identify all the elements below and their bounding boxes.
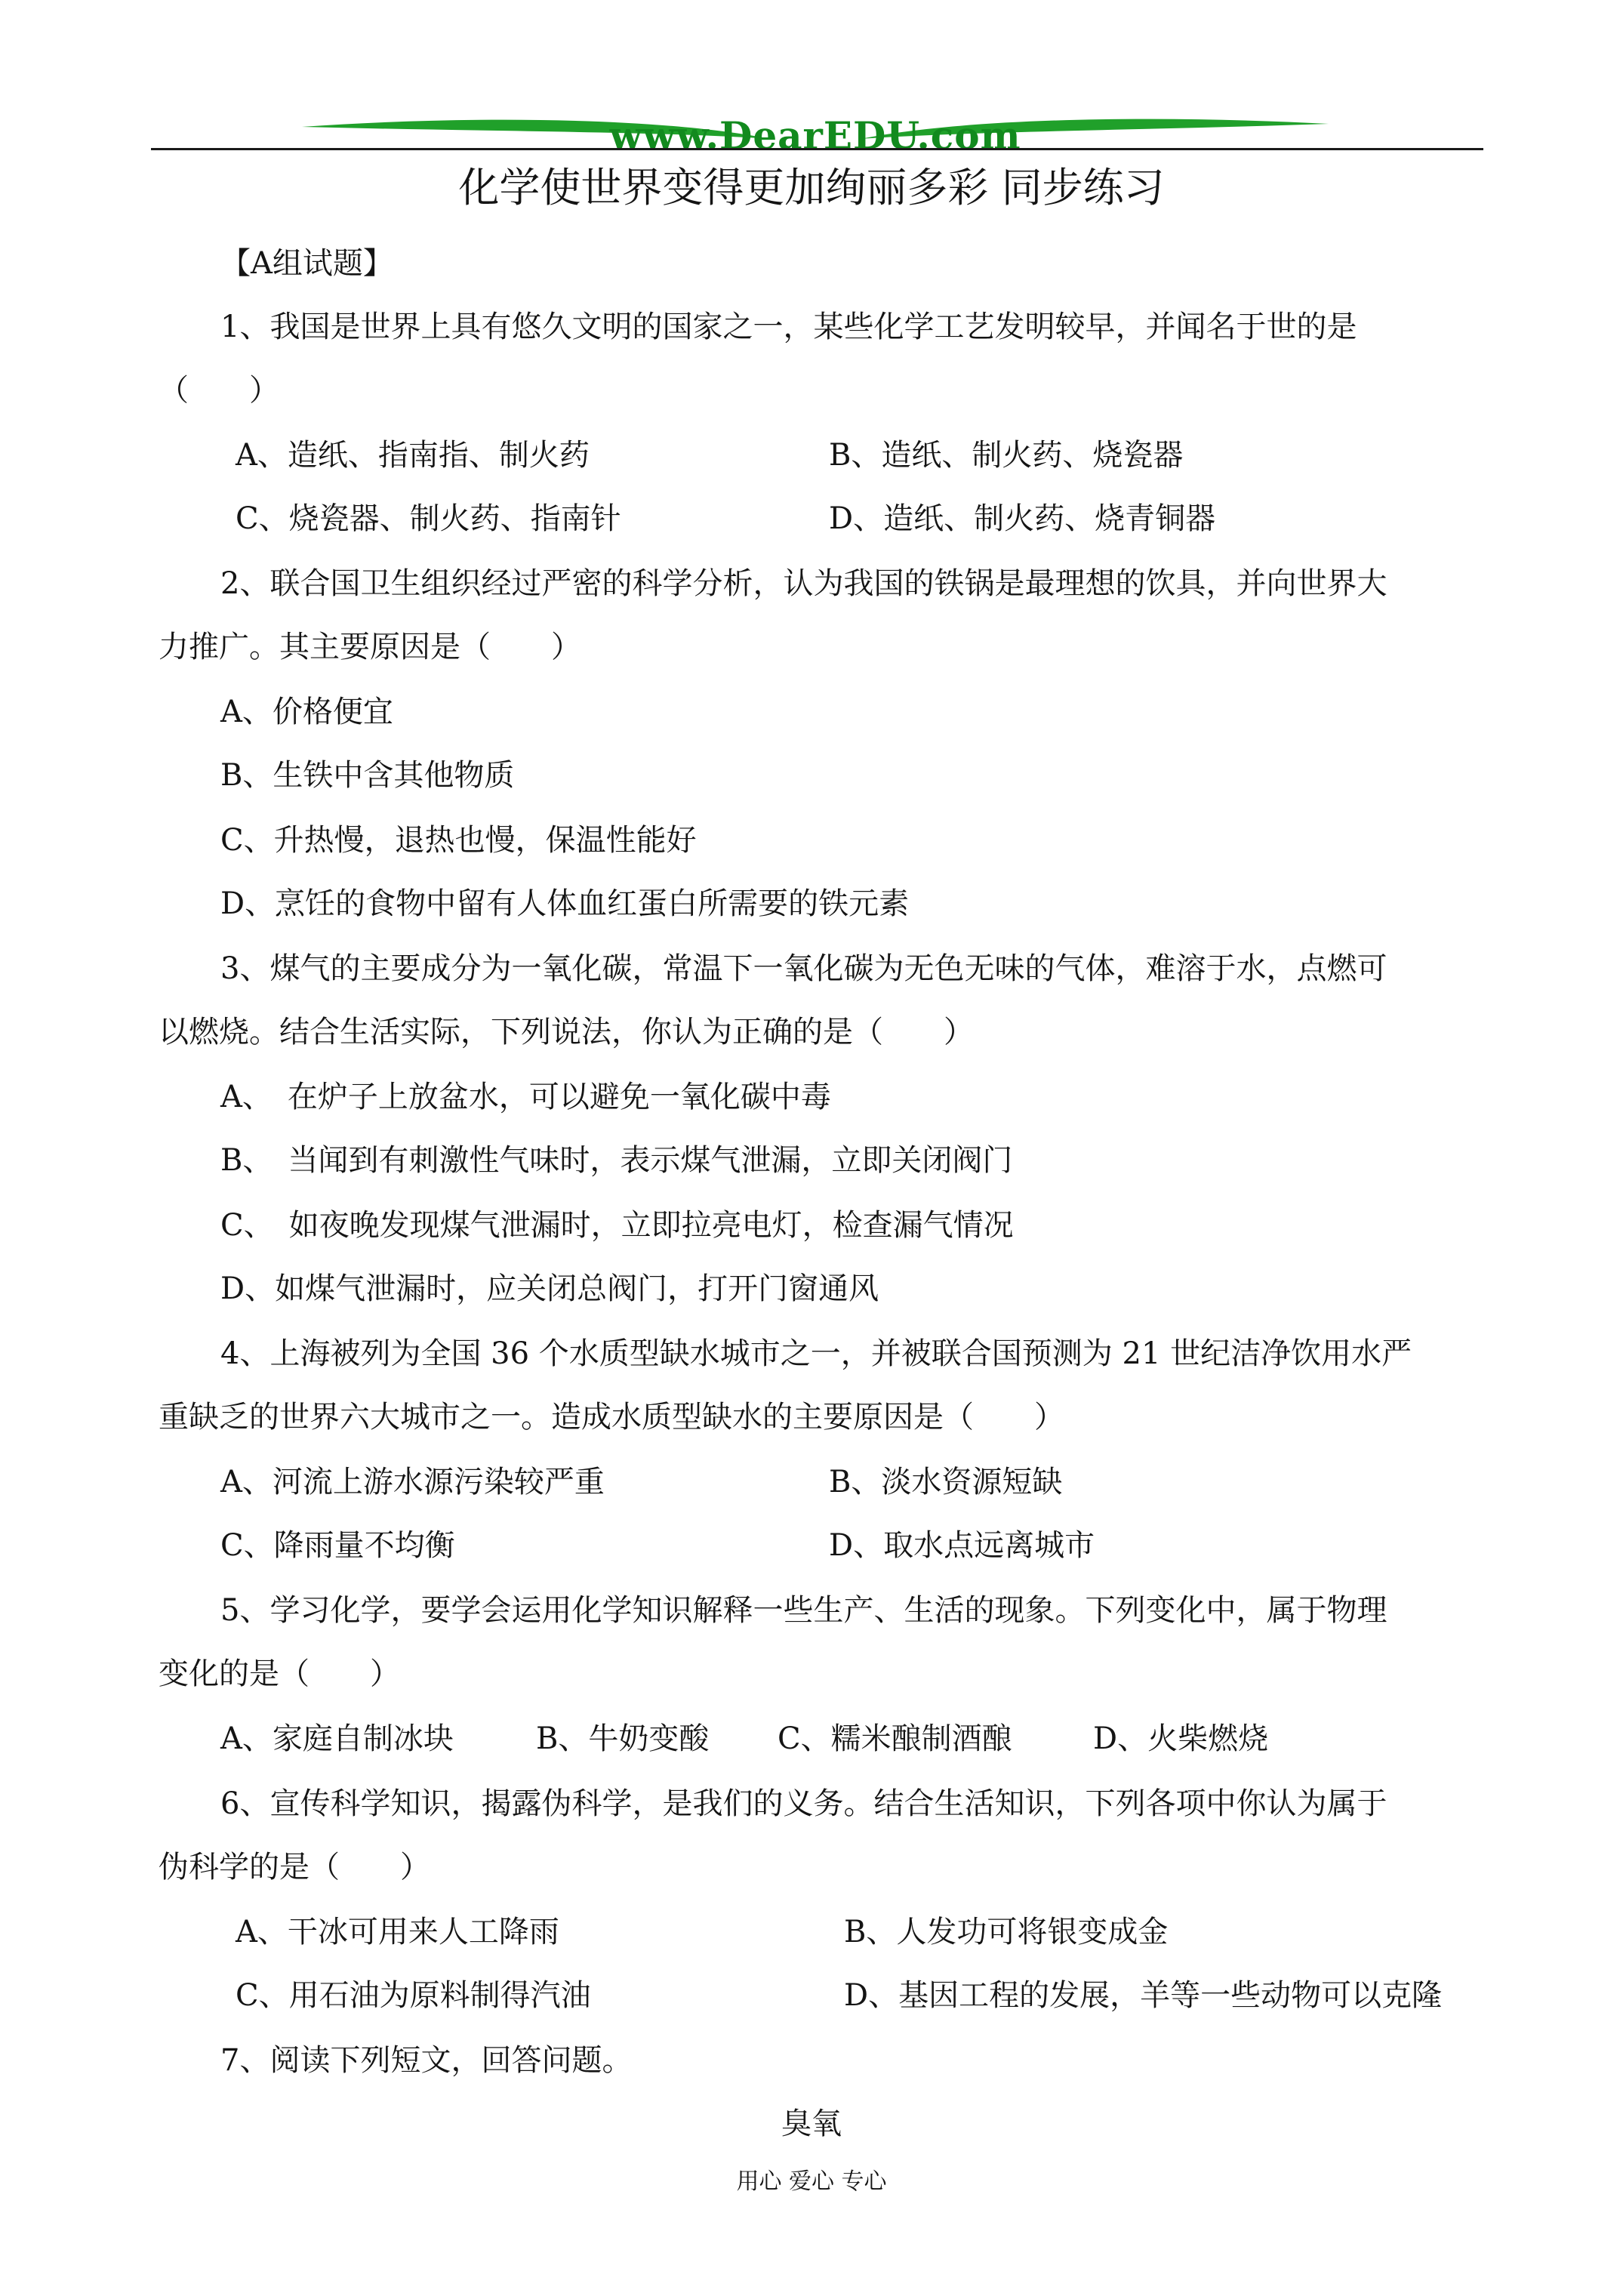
question-1-text-cont: （ ） (159, 373, 279, 408)
question-1-option-c: C、烧瓷器、制火药、指南针 (236, 501, 621, 536)
question-4-option-a: A、河流上游水源污染较严重 (220, 1465, 605, 1499)
question-3-option-b: B、 当闻到有刺激性气味时，表示煤气泄漏，立即关闭阀门 (220, 1143, 1013, 1178)
question-6-option-c: C、用石油为原料制得汽油 (236, 1978, 591, 2013)
question-1-option-d: D、造纸、制火药、烧青铜器 (829, 501, 1216, 536)
question-2-option-a: A、价格便宜 (220, 695, 393, 729)
question-6-option-d: D、基因工程的发展，羊等一些动物可以克隆 (844, 1978, 1443, 2013)
question-1-option-a: A、造纸、指南指、制火药 (236, 438, 590, 473)
question-2-option-d: D、烹饪的食物中留有人体血红蛋白所需要的铁元素 (220, 886, 910, 921)
question-2-option-b: B、生铁中含其他物质 (220, 758, 515, 793)
page-title: 化学使世界变得更加绚丽多彩 同步练习 (458, 164, 1165, 211)
question-3-option-a: A、 在炉子上放盆水，可以避免一氧化碳中毒 (220, 1080, 831, 1114)
header-banner (287, 106, 1344, 166)
question-3-text-cont: 以燃烧。结合生活实际，下列说法，你认为正确的是（ ） (159, 1015, 974, 1049)
question-5-option-c: C、糯米酿制酒酿 (778, 1721, 1012, 1756)
question-1-option-b: B、造纸、制火药、烧瓷器 (829, 438, 1184, 473)
question-6-option-a: A、干冰可用来人工降雨 (236, 1915, 559, 1949)
banner-logo-text: www.DearEDU.com (609, 113, 1021, 158)
question-1-text: 1、我国是世界上具有悠久文明的国家之一，某些化学工艺发明较早，并闻名于世的是 (220, 310, 1357, 344)
question-4-option-b: B、淡水资源短缺 (829, 1465, 1063, 1499)
question-4-option-c: C、降雨量不均衡 (220, 1528, 455, 1563)
question-5-option-b: B、牛奶变酸 (536, 1721, 710, 1756)
question-4-option-d: D、取水点远离城市 (829, 1528, 1095, 1563)
question-2-text-cont: 力推广。其主要原因是（ ） (159, 630, 581, 664)
question-3-option-d: D、如煤气泄漏时，应关闭总阀门，打开门窗通风 (220, 1271, 879, 1306)
question-4-text-cont: 重缺乏的世界六大城市之一。造成水质型缺水的主要原因是（ ） (159, 1400, 1064, 1435)
question-6-text-cont: 伪科学的是（ ） (159, 1850, 430, 1885)
question-6-option-b: B、人发功可将银变成金 (844, 1915, 1169, 1949)
question-7-text: 7、阅读下列短文，回答问题。 (220, 2043, 633, 2078)
question-5-option-d: D、火柴燃烧 (1093, 1721, 1269, 1756)
question-3-text: 3、煤气的主要成分为一氧化碳，常温下一氧化碳为无色无味的气体，难溶于水，点燃可 (220, 951, 1387, 986)
question-5-option-a: A、家庭自制冰块 (220, 1721, 454, 1756)
page-footer: 用心 爱心 专心 (736, 2168, 887, 2195)
question-2-option-c: C、升热慢，退热也慢，保温性能好 (220, 823, 697, 858)
passage-title: 臭氧 (781, 2106, 842, 2141)
question-4-text: 4、上海被列为全国 36 个水质型缺水城市之一，并被联合国预测为 21 世纪洁净饮用水严 (220, 1336, 1412, 1371)
question-5-text: 5、学习化学，要学会运用化学知识解释一些生产、生活的现象。下列变化中，属于物理 (220, 1593, 1387, 1628)
section-label: 【A组试题】 (220, 246, 393, 281)
question-6-text: 6、宣传科学知识，揭露伪科学，是我们的义务。结合生活知识，下列各项中你认为属于 (220, 1786, 1387, 1821)
question-5-text-cont: 变化的是（ ） (159, 1657, 400, 1691)
question-3-option-c: C、 如夜晚发现煤气泄漏时，立即拉亮电灯，检查漏气情况 (220, 1208, 1014, 1243)
question-2-text: 2、联合国卫生组织经过严密的科学分析，认为我国的铁锅是最理想的饮具，并向世界大 (220, 566, 1387, 601)
header-rule (151, 148, 1483, 150)
